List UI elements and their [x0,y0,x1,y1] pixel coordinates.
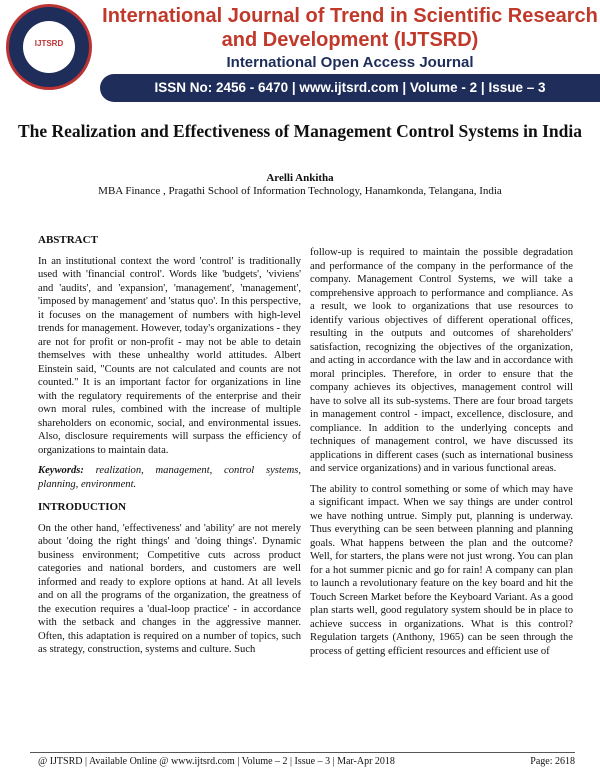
journal-banner [0,0,600,106]
abstract-text: In an institutional context the word 'control' is traditionally used with 'financial control'. Words like 'budgets', 'viviens' and 'audits', and 'expansion', 'management', 'management', 'imposed by management' and 'status quo'. In this perspective, it focuses on the management of numbers with high-level trends for management. However, today's organizations - they are not for profit or non-profit - may not be able to detain themselves with these unhealthy world attitudes. Albert Einstein said, "Counts are not calculated and counts are not counted." It is an important factor for organizations in line with the regulatory requirements of the enterprise and their own moral rules, combined with the increase of multiple shareholders on economic, social, and environmental issues. Also, disclosure requirements will surpass the efficiency of organizations to maintain data. [38,255,301,456]
issn-line: ISSN No: 2456 - 6470 | www.ijtsrd.com | Volume - 2 | Issue – 3 [154,80,546,95]
journal-logo [6,4,92,90]
journal-subtitle: International Open Access Journal [226,54,474,71]
page-number: Page: 2618 [530,756,575,767]
introduction-heading: INTRODUCTION [38,501,127,513]
body-paragraph-1: follow-up is required to maintain the possible degradation and performance of the company in the performance of the company. Management Control Systems, we will take a comprehensive approach to performance and compliance. As a result, we look to organizations that use resources to identify various objectives of different operational offices, resulting in the outputs and outcomes of shareholders' satisfaction, recognizing the objectives of the organization, and acting in accordance with the law and in accordance with moral principles. Therefore, in order to ensure that the company achieves its objectives, management control will have to solve all its sub-systems. There are four broad targets in management control - impact, excellence, disclosure, and compliance. In addition to the underlying concepts and techniques of management control, we have discussed its applications in different cases (such as international business and service organizations) and in various functional areas. [310,247,573,474]
issn-bar [100,74,600,102]
left-column [38,234,301,664]
introduction-text: On the other hand, 'effectiveness' and 'ability' are not merely about 'doing the right things' and 'doing things'. Dynamic business environment; Competitive cuts across product categories and national borders, and customers are well informed and ready to explore options at hand. At all levels and on all the programs of the organization, the greatness of the execution requires a 'dual-loop practice' - in accordance with the setback and changes in the aggressive manner. Often, this adaptation is required on a number of topics, such as strategy, construction, systems and culture. Such [38,522,301,655]
logo-text: IJTSRD [34,39,64,48]
footer-info: @ IJTSRD | Available Online @ www.ijtsrd.com | Volume – 2 | Issue – 3 | Mar-Apr 2018 [38,756,395,767]
abstract-heading: ABSTRACT [38,234,98,246]
footer-divider [30,752,575,753]
author-affiliation: MBA Finance , Pragathi School of Information Technology, Hanamkonda, Telangana, India [98,185,502,197]
journal-title: International Journal of Trend in Scientific Research and Development (IJTSRD) [102,5,598,51]
keywords [38,464,301,491]
paper-title: The Realization and Effectiveness of Management Control Systems in India [17,121,583,141]
right-column [310,246,573,665]
body-paragraph-2: The ability to control something or some of which may have a significant impact. When we say things are under control we have nothing untrue. Simply put, planning is underway. Thus everything can be seen between planning and planning goals. What happens between the plan and the outcome? Well, for starters, the plans were not just wrong. You can plan for a hot summer picnic and go for rain! A company can plan to launch a revolutionary feature on the key board and hit the Touch Screen Market before the Keyboard Variant. As a good plan starts well, good regulatory system should be in place to achieve success in organizations. What is this control? Regulation targets (Anthony, 1965) can be seen through the process of getting efficient resources and efficient use of [310,483,573,657]
keywords-label: Keywords: [38,465,84,476]
author-name: Arelli Ankitha [266,172,334,184]
keywords-text: realization, management, control systems, planning, environment. [38,465,301,490]
page-footer [38,756,575,767]
